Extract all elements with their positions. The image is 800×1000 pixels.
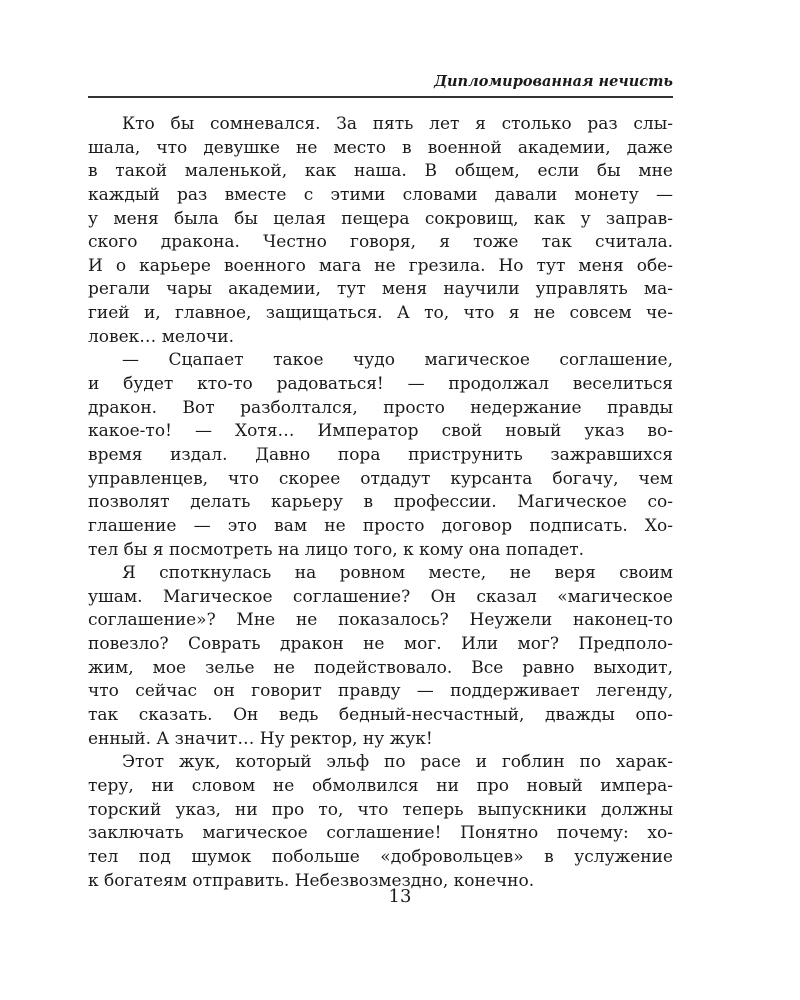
text-line: торский указ, ни про то, что теперь выпускники должны bbox=[88, 799, 673, 820]
paragraph-2 bbox=[88, 349, 673, 562]
text-line: Я споткнулась на ровном месте, не веря своим bbox=[122, 563, 673, 584]
text-line: Этот жук, который эльф по расе и гоблин по харак- bbox=[122, 752, 673, 773]
text-line: управленцев, что скорее отдадут курсанта богачу, чем bbox=[88, 468, 673, 489]
text-line: соглашение»? Мне не показалось? Неужели наконец-то bbox=[88, 610, 673, 631]
text-line: жим, мое зелье не подействовало. Все равно выходит, bbox=[88, 657, 673, 678]
text-line: — Сцапает такое чудо магическое соглашение, bbox=[122, 350, 673, 371]
body-text bbox=[88, 113, 673, 893]
paragraph-4 bbox=[88, 751, 673, 893]
page-number: 13 bbox=[388, 886, 412, 907]
paragraph-3 bbox=[88, 562, 673, 751]
text-line: дракон. Вот разболтался, просто недержание правды bbox=[88, 397, 673, 418]
text-line: шала, что девушке не место в военной академии, даже bbox=[88, 137, 673, 158]
text-line: гией и, главное, защищаться. А то, что я не совсем че- bbox=[88, 303, 673, 324]
text-line: Кто бы сомневался. За пять лет я столько раз слы- bbox=[122, 114, 673, 134]
text-line: в такой маленькой, как наша. В общем, если бы мне bbox=[88, 161, 673, 182]
text-line: ловек… мелочи. bbox=[88, 326, 234, 347]
text-line: время издал. Давно пора приструнить зажравшихся bbox=[88, 444, 673, 465]
text-line: каждый раз вместе с этими словами давали монету — bbox=[88, 184, 673, 205]
text-line: енный. А значит… Ну ректор, ну жук! bbox=[88, 728, 433, 749]
text-line: у меня была бы целая пещера сокровищ, как у заправ- bbox=[88, 208, 673, 229]
text-line: ушам. Магическое соглашение? Он сказал «магическое bbox=[88, 586, 673, 607]
text-line: и будет кто-то радоваться! — продолжал веселиться bbox=[88, 374, 673, 395]
text-line: какое-то! — Хотя… Император свой новый указ во- bbox=[88, 421, 673, 442]
running-head: Дипломированная нечисть bbox=[88, 72, 673, 98]
text-line: к богатеям отправить. Небезвозмездно, конечно. bbox=[88, 870, 535, 891]
paragraph-1 bbox=[88, 113, 673, 349]
text-line: ского дракона. Честно говоря, я тоже так считала. bbox=[88, 232, 673, 253]
text-line: что сейчас он говорит правду — поддерживает легенду, bbox=[88, 681, 673, 702]
text-line: теру, ни словом не обмолвился ни про новый импера- bbox=[88, 775, 673, 796]
text-line: тел бы я посмотреть на лицо того, к кому она попадет. bbox=[88, 539, 585, 560]
text-line: повезло? Соврать дракон не мог. Или мог? Предполо- bbox=[88, 634, 673, 655]
text-line: глашение — это вам не просто договор подписать. Хо- bbox=[88, 515, 673, 536]
text-line: регали чары академии, тут меня научили управлять ма- bbox=[88, 279, 673, 300]
text-line: позволят делать карьеру в профессии. Магическое со- bbox=[88, 492, 673, 513]
text-line: так сказать. Он ведь бедный-несчастный, дважды опо- bbox=[88, 705, 673, 726]
text-line: заключать магическое соглашение! Понятно почему: хо- bbox=[88, 823, 673, 844]
text-line: И о карьере военного мага не грезила. Но тут меня обе- bbox=[88, 255, 673, 276]
text-line: тел под шумок побольше «добровольцев» в услужение bbox=[88, 846, 673, 867]
